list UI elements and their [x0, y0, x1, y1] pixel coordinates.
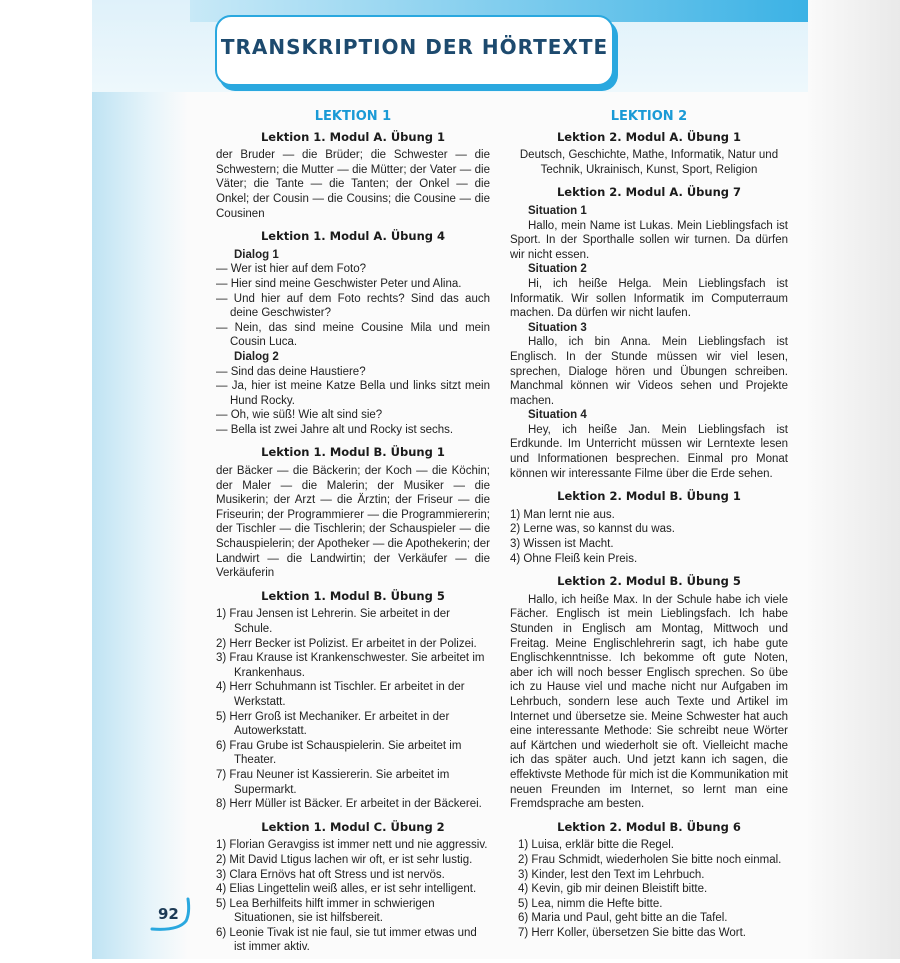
- dialog-line: — Hier sind meine Geschwister Peter und Alina.: [216, 277, 462, 290]
- situation-label: Situation 2: [528, 263, 587, 276]
- section: [216, 589, 490, 812]
- dialog-line: — Bella ist zwei Jahre alt und Rocky ist sechs.: [216, 423, 454, 436]
- situation-label: Situation 4: [528, 409, 587, 422]
- list-item: 6) Maria und Paul, geht bitte an die Tafel.: [518, 912, 728, 925]
- section: [216, 445, 490, 580]
- left-decorative-strip: [92, 0, 188, 959]
- section-heading: Lektion 1. Modul B. Übung 1: [261, 445, 445, 460]
- lektion-heading: LEKTION 2: [610, 109, 688, 124]
- situation-text: Hi, ich heiße Helga. Mein Lieblingsfach ist Informatik. Wir sollen Informatik im Computerraum machen. Da dürfen wir nicht laufen.: [510, 277, 788, 320]
- list-item: 2) Frau Schmidt, wiederholen Sie bitte noch einmal.: [518, 853, 782, 866]
- left-column: [216, 108, 490, 963]
- list-item: 4) Kevin, gib mir deinen Bleistift bitte.: [518, 883, 708, 896]
- list-item: 4) Ohne Fleiß kein Preis.: [510, 552, 638, 565]
- section-heading: Lektion 2. Modul B. Übung 5: [557, 574, 741, 589]
- dialog-line: — Und hier auf dem Foto rechts? Sind das auch deine Geschwister?: [216, 292, 490, 320]
- section-text: Deutsch, Geschichte, Mathe, Informatik, Natur und Technik, Ukrainisch, Kunst, Sport, Religion: [519, 149, 779, 176]
- list-item: 3) Clara Ernövs hat oft Stress und ist nervös.: [216, 868, 445, 881]
- list-item: 2) Herr Becker ist Polizist. Er arbeitet in der Polizei.: [216, 637, 477, 650]
- situation-text: Hey, ich heiße Jan. Mein Lieblingsfach ist Erdkunde. Im Unterricht müssen wir Lerntexte lesen und Informationen besprechen. Einmal pro Monat können wir interessante Filme über die Erde sehen.: [510, 423, 788, 480]
- list-item: 1) Luisa, erklär bitte die Regel.: [518, 839, 674, 852]
- list-item: 3) Frau Krause ist Krankenschwester. Sie arbeitet im Krankenhaus.: [216, 652, 485, 679]
- list-item: 2) Lerne was, so kannst du was.: [510, 523, 675, 536]
- list-item: 4) Herr Schuhmann ist Tischler. Er arbeitet in der Werkstatt.: [216, 681, 465, 708]
- section-heading: Lektion 2. Modul A. Übung 7: [556, 185, 742, 200]
- title-banner: [215, 15, 614, 86]
- section: [216, 229, 490, 437]
- list-item: 4) Elias Lingettelin weiß alles, er ist sehr intelligent.: [216, 883, 477, 896]
- dialog-line: — Nein, das sind meine Cousine Mila und mein Cousin Luca.: [216, 321, 490, 349]
- section-heading: Lektion 2. Modul A. Übung 1: [556, 129, 742, 144]
- section: [510, 130, 788, 178]
- section-heading: Lektion 2. Modul B. Übung 6: [557, 819, 741, 834]
- section-text: Hallo, ich heiße Max. In der Schule habe ich viele Fächer. Englisch ist mein Lieblingsfach. Ich habe Stunden in Englisch am Montag, Mittwoch und Freitag. Meine Englischlehrerin sagt, ich habe gute Englischkenntnisse. Ich bekomme oft gute Noten, aber ich will noch besser Englisch sprechen. So übe ich zu Hause viel und mache nicht nur Aufgaben im Lehrbuch, sondern lese auch Texte und Artikel im Internet und übersetze sie. Meine Schwester hat auch eine interessante Methode: Sie schreibt neue Wörter auf Kärtchen und wiederholt sie oft. Vielleicht mache ich das später auch. Und jetzt kann ich sagen, die effektivste Methode für mich ist die Kommunikation mit neuen Freunden im Internet, so lernt man eine Fremdsprache am besten.: [510, 593, 788, 811]
- section-heading: Lektion 2. Modul B. Übung 1: [557, 489, 741, 504]
- section: [510, 574, 788, 812]
- dialog-line: — Sind das deine Haustiere?: [216, 365, 366, 378]
- situation-text: Hallo, mein Name ist Lukas. Mein Lieblingsfach ist Sport. In der Sporthalle sollen wir turnen. Da dürfen wir nicht essen.: [510, 219, 788, 261]
- section: [216, 130, 490, 222]
- section: [510, 185, 788, 481]
- section: [510, 489, 788, 566]
- situation-text: Hallo, ich bin Anna. Mein Lieblingsfach ist Englisch. In der Stunde müssen wir viel lesen, sprechen, Dialoge hören und Übungen schreiben. Manchmal können wir Videos sehen und Projekte machen.: [510, 336, 788, 407]
- list-item: 7) Herr Koller, übersetzen Sie bitte das Wort.: [518, 926, 746, 939]
- section-heading: Lektion 1. Modul C. Übung 2: [261, 819, 445, 834]
- list-item: 6) Frau Grube ist Schauspielerin. Sie arbeitet im Theater.: [216, 739, 462, 767]
- right-margin-shadow: [808, 0, 900, 959]
- section-text: der Bruder — die Brüder; die Schwester — die Schwestern; die Mutter — die Mütter; der Vater — die Väter; die Tante — die Tanten; der Onkel — die Onkel; der Cousin — die Cousins; die Cousine — die Cousinen: [216, 149, 490, 220]
- section-heading: Lektion 1. Modul B. Übung 5: [261, 588, 445, 603]
- list-item: 6) Leonie Tivak ist nie faul, sie tut immer etwas und ist immer aktiv.: [216, 926, 477, 954]
- situation-label: Situation 1: [528, 204, 587, 217]
- list-item: 3) Wissen ist Macht.: [510, 538, 614, 551]
- section: [510, 820, 788, 941]
- section: [216, 820, 490, 955]
- list-item: 5) Lea Berhilfeits hilft immer in schwierigen Situationen, sie ist hilfsbereit.: [216, 897, 435, 925]
- list-item: 5) Lea, nimm die Hefte bitte.: [518, 897, 663, 910]
- dialog-line: — Wer ist hier auf dem Foto?: [216, 263, 366, 276]
- page-number-badge: [148, 895, 196, 933]
- list-item: 1) Florian Geravgiss ist immer nett und nie aggressiv.: [216, 839, 488, 852]
- section-text: der Bäcker — die Bäckerin; der Koch — die Köchin; der Maler — die Malerin; der Musiker — die Musikerin; der Arzt — die Ärztin; der Friseur — die Friseurin; der Programmierer — die Programmiererin; der Tischler — die Tischlerin; der Schauspieler — die Schauspielerin; der Apotheker — die Apothekerin; der Landwirt — die Landwirtin; der Verkäufer — die Verkäuferin: [216, 465, 490, 580]
- right-column: [510, 108, 788, 948]
- lektion-heading: LEKTION 1: [314, 109, 392, 124]
- dialog-line: — Oh, wie süß! Wie alt sind sie?: [216, 409, 383, 422]
- dialog-line: — Ja, hier ist meine Katze Bella und links sitzt mein Hund Rocky.: [216, 380, 490, 407]
- list-item: 7) Frau Neuner ist Kassiererin. Sie arbeitet im Supermarkt.: [216, 768, 450, 796]
- dialog-label: Dialog 1: [234, 248, 279, 261]
- list-item: 3) Kinder, lest den Text im Lehrbuch.: [518, 868, 705, 881]
- page-number: 92: [158, 905, 179, 923]
- list-item: 8) Herr Müller ist Bäcker. Er arbeitet in der Bäckerei.: [216, 798, 482, 811]
- section-heading: Lektion 1. Modul A. Übung 4: [260, 229, 446, 244]
- list-item: 1) Man lernt nie aus.: [510, 508, 615, 521]
- dialog-label: Dialog 2: [234, 350, 279, 363]
- list-item: 2) Mit David Ltigus lachen wir oft, er ist sehr lustig.: [216, 853, 473, 866]
- section-heading: Lektion 1. Modul A. Übung 1: [260, 129, 446, 144]
- situation-label: Situation 3: [528, 321, 587, 334]
- page-title: TRANSKRIPTION DER HÖRTEXTE: [220, 35, 609, 59]
- list-item: 1) Frau Jensen ist Lehrerin. Sie arbeitet in der Schule.: [216, 608, 450, 635]
- list-item: 5) Herr Groß ist Mechaniker. Er arbeitet in der Autowerkstatt.: [216, 710, 450, 738]
